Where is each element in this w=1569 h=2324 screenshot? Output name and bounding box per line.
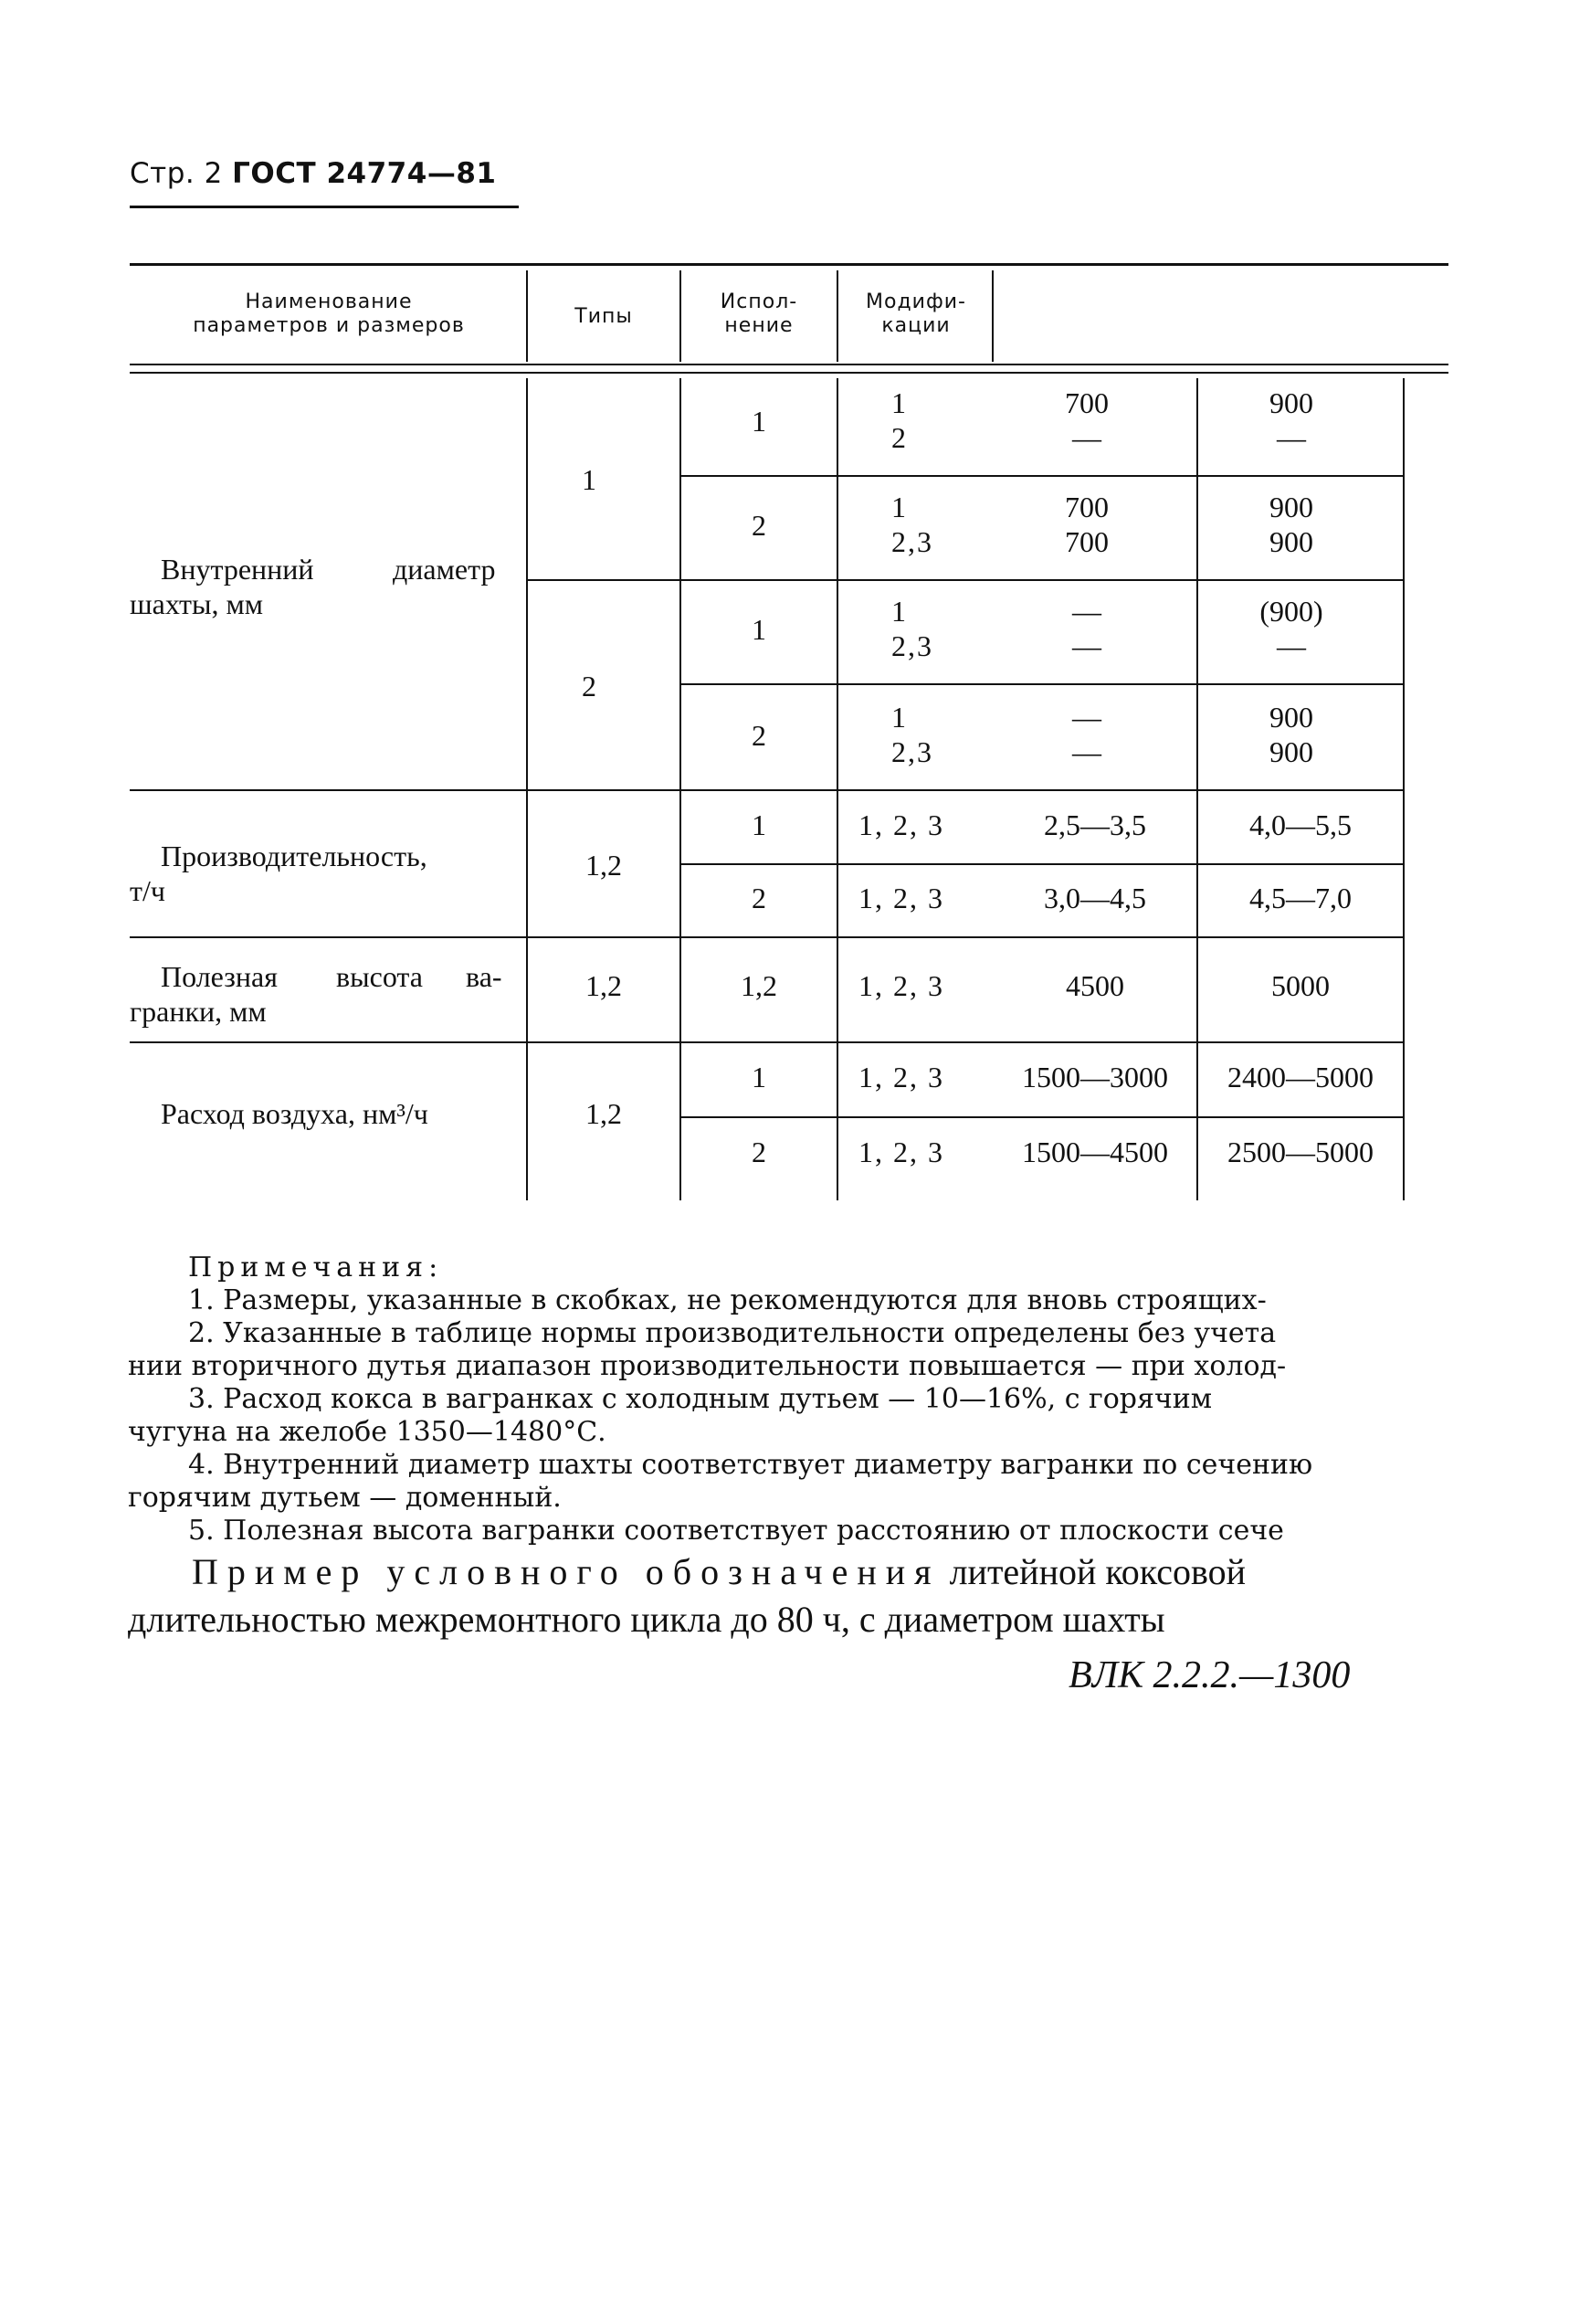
diameter-r4-v1a: — <box>1072 701 1101 734</box>
diameter-type-2: 2 <box>582 670 596 702</box>
designation-code: ВЛК 2.2.2.—1300 <box>1069 1654 1351 1696</box>
col-header-exec-line1: Испол- <box>720 290 798 313</box>
col-header-exec-line2: нение <box>724 314 794 337</box>
diameter-r4-exec: 2 <box>752 719 766 752</box>
diameter-r4-v2a: 900 <box>1269 701 1313 734</box>
diameter-r4-mod2: 2,3 <box>891 735 933 768</box>
productivity-r2-exec: 2 <box>752 882 766 914</box>
note-4a: 4. Внутренний диаметр шахты соответствует диаметру вагранки по сечению <box>188 1449 1313 1481</box>
row-rule <box>130 1041 1405 1043</box>
row-rule <box>679 475 1405 477</box>
air-r2-v1: 1500—4500 <box>1022 1136 1168 1168</box>
height-label-a2: высота <box>336 960 423 993</box>
productivity-r1-exec: 1 <box>752 808 766 841</box>
note-1: 1. Размеры, указанные в скобках, не рекомендуются для вновь строящих- <box>188 1284 1267 1316</box>
header-double-rule-b <box>130 372 1448 374</box>
notes-title: Примечания: <box>188 1252 444 1283</box>
col-header-mod-line2: кации <box>881 314 951 337</box>
diameter-r1-v1a: 700 <box>1065 386 1109 419</box>
diameter-r2-mod1: 1 <box>891 491 908 523</box>
productivity-r1-mods: 1, 2, 3 <box>858 808 944 841</box>
diameter-r2-exec: 2 <box>752 509 766 542</box>
diameter-r3-v2a: (900) <box>1259 595 1323 628</box>
air-r1-mods: 1, 2, 3 <box>858 1061 944 1093</box>
height-mods: 1, 2, 3 <box>858 969 944 1002</box>
example-paragraph <box>128 1548 1416 1643</box>
header-rule <box>130 206 519 208</box>
example-line2: длительностью межремонтного цикла до 80 ч, с диаметром шахты <box>128 1599 1165 1640</box>
hdr-div <box>526 270 528 362</box>
diameter-r1-v2b: — <box>1277 421 1306 454</box>
row-rule <box>679 683 1405 685</box>
air-r1-v1: 1500—3000 <box>1022 1061 1168 1093</box>
air-r1-v2: 2400—5000 <box>1227 1061 1374 1093</box>
col-header-name-line1: Наименование <box>245 290 413 313</box>
col-header-name <box>137 290 521 338</box>
height-v2: 5000 <box>1271 969 1330 1002</box>
diameter-r1-mod2: 2 <box>891 421 908 454</box>
diameter-r3-mod1: 1 <box>891 595 908 628</box>
diameter-r3-v1a: — <box>1072 595 1101 628</box>
diameter-r1-v1b: — <box>1072 421 1101 454</box>
col-header-exec <box>683 290 835 338</box>
diameter-r3-mod2: 2,3 <box>891 629 933 662</box>
note-2b: нии вторичного дутья диапазон производительности повышается — при холод- <box>128 1350 1287 1382</box>
height-label-a3: ва- <box>466 960 502 993</box>
example-line1-rest: литейной коксовой <box>949 1551 1247 1592</box>
row-rule <box>679 1116 1405 1118</box>
productivity-label-b: т/ч <box>130 874 165 907</box>
air-r2-v2: 2500—5000 <box>1227 1136 1374 1168</box>
col-header-types: Типы <box>574 305 633 328</box>
diameter-r4-v2b: 900 <box>1269 735 1313 768</box>
note-3a: 3. Расход кокса в вагранках с холодным дутьем — 10—16%, с горячим <box>188 1383 1213 1415</box>
note-5: 5. Полезная высота вагранки соответствует расстоянию от плоскости сече <box>188 1515 1284 1547</box>
diameter-r3-exec: 1 <box>752 613 766 646</box>
notes <box>128 1252 1406 1548</box>
diameter-r1-mod1: 1 <box>891 386 908 419</box>
diameter-r2-v1a: 700 <box>1065 491 1109 523</box>
diameter-r4-v1b: — <box>1072 735 1101 768</box>
air-r2-mods: 1, 2, 3 <box>858 1136 944 1168</box>
productivity-types: 1,2 <box>585 849 622 882</box>
note-4b: горячим дутьем — доменный. <box>128 1482 562 1514</box>
diameter-r2-v2a: 900 <box>1269 491 1313 523</box>
hdr-div <box>992 270 994 362</box>
note-2a: 2. Указанные в таблице нормы производительности определены без учета <box>188 1317 1277 1349</box>
air-label: Расход воздуха, нм³/ч <box>161 1097 428 1130</box>
col-header-mod <box>840 290 992 338</box>
height-v1: 4500 <box>1066 969 1124 1002</box>
diameter-label-a: Внутренний <box>161 553 314 586</box>
air-r2-exec: 2 <box>752 1136 766 1168</box>
productivity-r2-v2: 4,5—7,0 <box>1249 882 1352 914</box>
diameter-r3-v1b: — <box>1072 629 1101 662</box>
note-3b: чугуна на желобе 1350—1480°С. <box>128 1416 606 1448</box>
diameter-label-b: диаметр <box>393 553 496 586</box>
diameter-label-c: шахты, мм <box>130 587 264 620</box>
productivity-r2-v1: 3,0—4,5 <box>1044 882 1146 914</box>
row-rule <box>679 863 1405 865</box>
header-double-rule-a <box>130 364 1448 365</box>
diameter-r2-v2b: 900 <box>1269 525 1313 558</box>
productivity-r1-v2: 4,0—5,5 <box>1249 808 1352 841</box>
col-header-mod-line1: Модифи- <box>866 290 966 313</box>
diameter-r1-v2a: 900 <box>1269 386 1313 419</box>
height-types: 1,2 <box>585 969 622 1002</box>
diameter-r1-exec: 1 <box>752 405 766 438</box>
height-label-b: гранки, мм <box>130 995 267 1028</box>
height-label-a1: Полезная <box>161 960 278 993</box>
productivity-r1-v1: 2,5—3,5 <box>1044 808 1146 841</box>
col-header-name-line2: параметров и размеров <box>193 314 465 337</box>
height-exec: 1,2 <box>741 969 777 1002</box>
diameter-type-1: 1 <box>582 463 596 496</box>
air-r1-exec: 1 <box>752 1061 766 1093</box>
hdr-div <box>679 270 681 362</box>
air-types: 1,2 <box>585 1097 622 1130</box>
productivity-label-a: Производительность, <box>161 840 427 872</box>
row-rule <box>130 789 1405 791</box>
hdr-div <box>837 270 838 362</box>
diameter-r4-mod1: 1 <box>891 701 908 734</box>
standard-number: ГОСТ 24774—81 <box>232 157 497 190</box>
productivity-r2-mods: 1, 2, 3 <box>858 882 944 914</box>
row-rule <box>526 579 1405 581</box>
row-rule <box>130 936 1405 938</box>
diameter-r2-v1b: 700 <box>1065 525 1109 558</box>
diameter-r2-mod2: 2,3 <box>891 525 933 558</box>
page-header <box>130 157 496 190</box>
table-top-rule <box>130 263 1448 266</box>
example-lead: Пример условного обозначения <box>192 1551 941 1592</box>
diameter-r3-v2b: — <box>1277 629 1306 662</box>
page-number: Стр. 2 <box>130 157 223 190</box>
